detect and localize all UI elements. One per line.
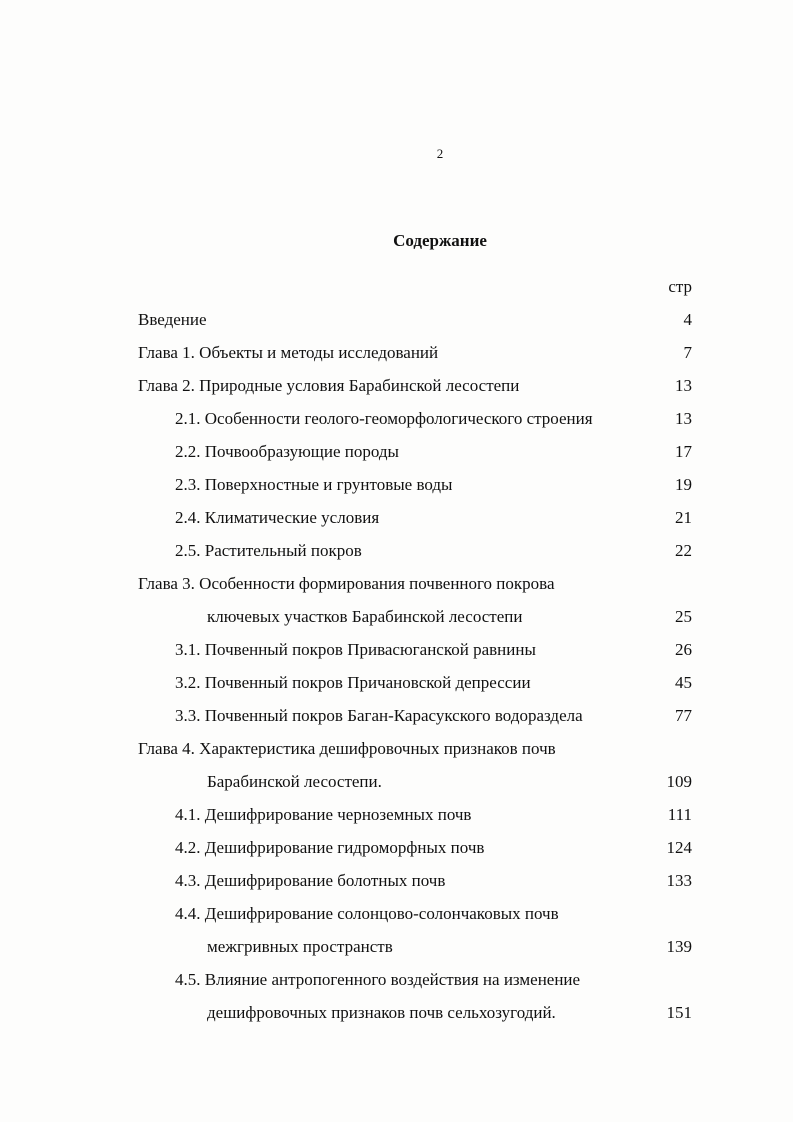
toc-entry-label: 2.4. Климатические условия <box>175 508 380 527</box>
toc-entry-label: Барабинской лесостепи. <box>207 772 382 791</box>
toc-entry-page: 77 <box>675 706 692 725</box>
toc-entry <box>0 407 793 431</box>
toc-entry-page: 26 <box>675 640 692 659</box>
toc-entry-page: 4 <box>683 310 692 329</box>
toc-title: Содержание <box>393 231 487 250</box>
page-number: 2 <box>436 146 444 161</box>
toc-entry-page: 13 <box>675 409 692 428</box>
toc-entry-label: Глава 2. Природные условия Барабинской лесостепи <box>138 376 520 395</box>
toc-entry <box>0 1001 793 1025</box>
toc-entry-label: 4.1. Дешифрирование черноземных почв <box>175 805 472 824</box>
toc-entry-label: 4.5. Влияние антропогенного воздействия на изменение <box>175 970 581 989</box>
toc-entry <box>0 770 793 794</box>
toc-entry-label: 2.3. Поверхностные и грунтовые воды <box>175 475 453 494</box>
toc-entry-page: 25 <box>675 607 692 626</box>
toc-entry-page: 111 <box>667 805 692 824</box>
toc-entry-page: 19 <box>675 475 692 494</box>
toc-entry <box>0 968 793 992</box>
toc-entry-label: Введение <box>138 310 207 329</box>
toc-entry-page: 21 <box>675 508 692 527</box>
toc-entry-label: 3.2. Почвенный покров Причановской депрессии <box>175 673 531 692</box>
toc-page-column-header <box>0 275 793 299</box>
toc-entry <box>0 704 793 728</box>
toc-entry-page: 45 <box>675 673 692 692</box>
toc-entry <box>0 638 793 662</box>
toc-entry-label: Глава 1. Объекты и методы исследований <box>138 343 439 362</box>
toc-entry-label: 2.2. Почвообразующие породы <box>175 442 399 461</box>
toc-entry <box>0 572 793 596</box>
toc-entry-label: 2.1. Особенности геолого-геоморфологического строения <box>175 409 593 428</box>
toc-entry <box>0 473 793 497</box>
toc-entry <box>0 308 793 332</box>
toc-entry-label: 3.1. Почвенный покров Привасюганской равнины <box>175 640 536 659</box>
toc-entry-label: ключевых участков Барабинской лесостепи <box>207 607 523 626</box>
toc-entry <box>0 506 793 530</box>
toc-entry-page: 109 <box>666 772 692 791</box>
toc-entry-page: 17 <box>675 442 692 461</box>
toc-entry-label: Глава 4. Характеристика дешифровочных признаков почв <box>138 739 556 758</box>
toc-entry-label: 2.5. Растительный покров <box>175 541 362 560</box>
toc-entry <box>0 869 793 893</box>
toc-entry-label: 3.3. Почвенный покров Баган-Карасукского водораздела <box>175 706 583 725</box>
toc-entry <box>0 671 793 695</box>
toc-entry-label: дешифровочных признаков почв сельхозугодий. <box>207 1003 556 1022</box>
toc-entry <box>0 836 793 860</box>
toc-entry-label: межгривных пространств <box>207 937 393 956</box>
toc-entry-page: 139 <box>666 937 692 956</box>
toc-entry-page: 13 <box>675 376 692 395</box>
toc-entry-label: 4.4. Дешифрирование солонцово-солончаковых почв <box>175 904 559 923</box>
toc-entry-label: 4.2. Дешифрирование гидроморфных почв <box>175 838 485 857</box>
toc-entry <box>0 539 793 563</box>
toc-entry-page: 7 <box>683 343 692 362</box>
toc-entry <box>0 440 793 464</box>
toc-entry <box>0 605 793 629</box>
toc-entry <box>0 341 793 365</box>
toc-entry-page: 133 <box>666 871 692 890</box>
toc-entry <box>0 737 793 761</box>
toc-entry <box>0 803 793 827</box>
page-column-header: стр <box>668 277 692 296</box>
toc-entry <box>0 902 793 926</box>
toc-entry-label: Глава 3. Особенности формирования почвенного покрова <box>138 574 555 593</box>
toc-entry-page: 22 <box>675 541 692 560</box>
toc-entry <box>0 374 793 398</box>
toc-entry-page: 124 <box>666 838 692 857</box>
toc-entry <box>0 935 793 959</box>
toc-entry-label: 4.3. Дешифрирование болотных почв <box>175 871 446 890</box>
toc-entry-page: 151 <box>666 1003 692 1022</box>
